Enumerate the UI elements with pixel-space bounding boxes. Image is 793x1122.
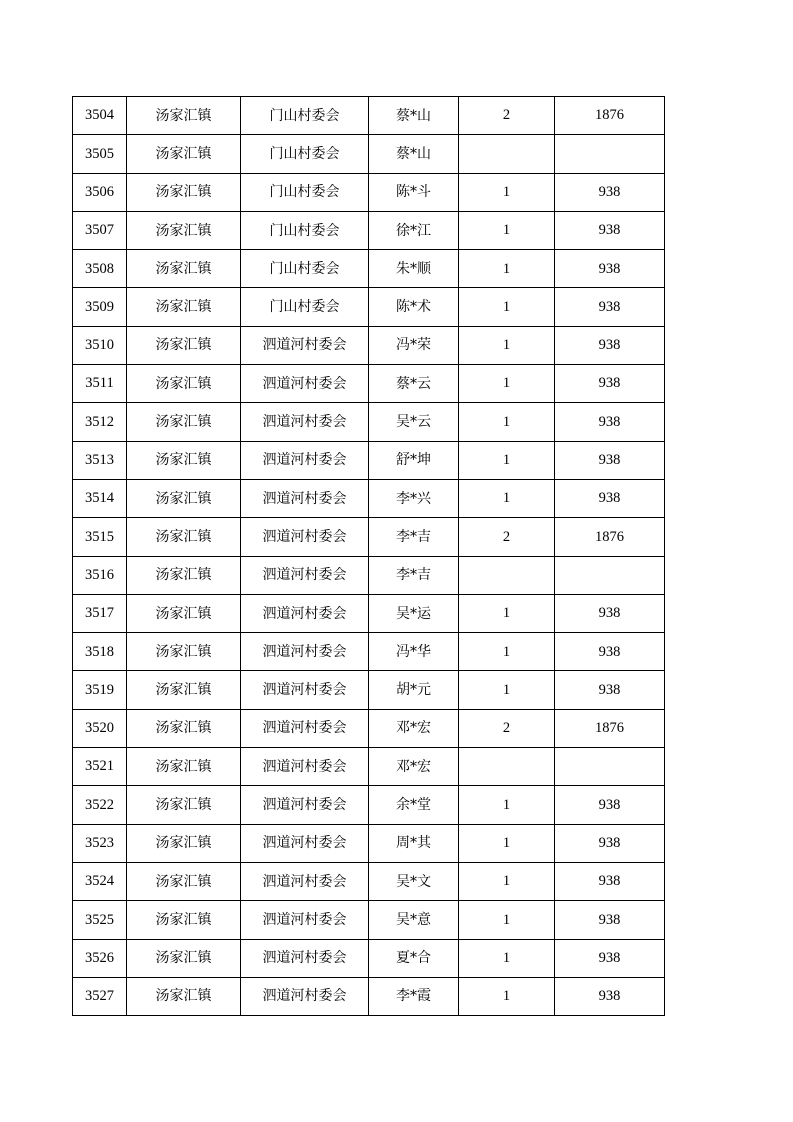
- table-row: [73, 977, 665, 1015]
- amount-cell: 938: [555, 250, 665, 288]
- table-row: [73, 824, 665, 862]
- amount-cell: 938: [555, 326, 665, 364]
- count-cell: 1: [459, 862, 555, 900]
- person-name-cell: 吴*运: [369, 594, 459, 632]
- person-name-cell: 邓*宏: [369, 748, 459, 786]
- town-cell: 汤家汇镇: [127, 939, 241, 977]
- count-cell: 2: [459, 709, 555, 747]
- table-row: [73, 288, 665, 326]
- count-cell: 1: [459, 288, 555, 326]
- row-number-cell: 3507: [73, 211, 127, 249]
- count-cell: [459, 748, 555, 786]
- town-cell: 汤家汇镇: [127, 365, 241, 403]
- row-number-cell: 3514: [73, 479, 127, 517]
- table-row: [73, 441, 665, 479]
- amount-cell: 938: [555, 479, 665, 517]
- amount-cell: 938: [555, 786, 665, 824]
- village-committee-cell: 泗道河村委会: [241, 748, 369, 786]
- count-cell: 1: [459, 211, 555, 249]
- person-name-cell: 蔡*山: [369, 97, 459, 135]
- table-row: [73, 748, 665, 786]
- person-name-cell: 余*堂: [369, 786, 459, 824]
- person-name-cell: 李*吉: [369, 556, 459, 594]
- row-number-cell: 3516: [73, 556, 127, 594]
- village-committee-cell: 门山村委会: [241, 288, 369, 326]
- village-committee-cell: 泗道河村委会: [241, 671, 369, 709]
- row-number-cell: 3517: [73, 594, 127, 632]
- town-cell: 汤家汇镇: [127, 977, 241, 1015]
- row-number-cell: 3511: [73, 365, 127, 403]
- amount-cell: 938: [555, 211, 665, 249]
- person-name-cell: 夏*合: [369, 939, 459, 977]
- row-number-cell: 3520: [73, 709, 127, 747]
- row-number-cell: 3504: [73, 97, 127, 135]
- person-name-cell: 吴*云: [369, 403, 459, 441]
- person-name-cell: 蔡*山: [369, 135, 459, 173]
- table-row: [73, 862, 665, 900]
- table-row: [73, 518, 665, 556]
- count-cell: 2: [459, 97, 555, 135]
- count-cell: 1: [459, 594, 555, 632]
- row-number-cell: 3506: [73, 173, 127, 211]
- amount-cell: 938: [555, 441, 665, 479]
- town-cell: 汤家汇镇: [127, 326, 241, 364]
- amount-cell: 938: [555, 288, 665, 326]
- row-number-cell: 3518: [73, 633, 127, 671]
- table-row: [73, 901, 665, 939]
- town-cell: 汤家汇镇: [127, 901, 241, 939]
- town-cell: 汤家汇镇: [127, 403, 241, 441]
- person-name-cell: 胡*元: [369, 671, 459, 709]
- amount-cell: 1876: [555, 97, 665, 135]
- amount-cell: 938: [555, 862, 665, 900]
- table-row: [73, 671, 665, 709]
- village-committee-cell: 门山村委会: [241, 211, 369, 249]
- amount-cell: [555, 556, 665, 594]
- amount-cell: 938: [555, 403, 665, 441]
- row-number-cell: 3515: [73, 518, 127, 556]
- table-row: [73, 939, 665, 977]
- person-name-cell: 吴*意: [369, 901, 459, 939]
- person-name-cell: 徐*江: [369, 211, 459, 249]
- village-committee-cell: 泗道河村委会: [241, 403, 369, 441]
- town-cell: 汤家汇镇: [127, 250, 241, 288]
- row-number-cell: 3526: [73, 939, 127, 977]
- table-row: [73, 709, 665, 747]
- amount-cell: 938: [555, 939, 665, 977]
- row-number-cell: 3512: [73, 403, 127, 441]
- count-cell: 1: [459, 250, 555, 288]
- village-committee-cell: 泗道河村委会: [241, 441, 369, 479]
- amount-cell: 938: [555, 901, 665, 939]
- village-committee-cell: 泗道河村委会: [241, 326, 369, 364]
- count-cell: 1: [459, 824, 555, 862]
- row-number-cell: 3524: [73, 862, 127, 900]
- town-cell: 汤家汇镇: [127, 594, 241, 632]
- count-cell: 1: [459, 479, 555, 517]
- person-name-cell: 朱*顺: [369, 250, 459, 288]
- amount-cell: 938: [555, 365, 665, 403]
- village-committee-cell: 泗道河村委会: [241, 901, 369, 939]
- person-name-cell: 冯*华: [369, 633, 459, 671]
- town-cell: 汤家汇镇: [127, 862, 241, 900]
- count-cell: 1: [459, 403, 555, 441]
- table-row: [73, 786, 665, 824]
- table-row: [73, 365, 665, 403]
- town-cell: 汤家汇镇: [127, 518, 241, 556]
- roster-table: [72, 96, 665, 1016]
- row-number-cell: 3519: [73, 671, 127, 709]
- row-number-cell: 3523: [73, 824, 127, 862]
- amount-cell: [555, 135, 665, 173]
- amount-cell: 938: [555, 671, 665, 709]
- amount-cell: 938: [555, 824, 665, 862]
- count-cell: 1: [459, 326, 555, 364]
- person-name-cell: 陈*斗: [369, 173, 459, 211]
- count-cell: [459, 135, 555, 173]
- amount-cell: 938: [555, 173, 665, 211]
- count-cell: 1: [459, 671, 555, 709]
- amount-cell: 1876: [555, 709, 665, 747]
- person-name-cell: 李*兴: [369, 479, 459, 517]
- row-number-cell: 3522: [73, 786, 127, 824]
- row-number-cell: 3505: [73, 135, 127, 173]
- count-cell: 1: [459, 441, 555, 479]
- count-cell: 1: [459, 901, 555, 939]
- village-committee-cell: 泗道河村委会: [241, 709, 369, 747]
- town-cell: 汤家汇镇: [127, 288, 241, 326]
- person-name-cell: 周*其: [369, 824, 459, 862]
- amount-cell: [555, 748, 665, 786]
- town-cell: 汤家汇镇: [127, 671, 241, 709]
- village-committee-cell: 泗道河村委会: [241, 786, 369, 824]
- table-row: [73, 633, 665, 671]
- row-number-cell: 3521: [73, 748, 127, 786]
- count-cell: 2: [459, 518, 555, 556]
- village-committee-cell: 泗道河村委会: [241, 365, 369, 403]
- town-cell: 汤家汇镇: [127, 441, 241, 479]
- count-cell: 1: [459, 365, 555, 403]
- table-row: [73, 97, 665, 135]
- table-row: [73, 326, 665, 364]
- village-committee-cell: 门山村委会: [241, 97, 369, 135]
- person-name-cell: 舒*坤: [369, 441, 459, 479]
- village-committee-cell: 泗道河村委会: [241, 633, 369, 671]
- village-committee-cell: 泗道河村委会: [241, 939, 369, 977]
- amount-cell: 1876: [555, 518, 665, 556]
- town-cell: 汤家汇镇: [127, 786, 241, 824]
- table-row: [73, 403, 665, 441]
- person-name-cell: 李*吉: [369, 518, 459, 556]
- row-number-cell: 3527: [73, 977, 127, 1015]
- person-name-cell: 吴*文: [369, 862, 459, 900]
- person-name-cell: 邓*宏: [369, 709, 459, 747]
- amount-cell: 938: [555, 594, 665, 632]
- village-committee-cell: 门山村委会: [241, 135, 369, 173]
- row-number-cell: 3509: [73, 288, 127, 326]
- row-number-cell: 3508: [73, 250, 127, 288]
- village-committee-cell: 泗道河村委会: [241, 594, 369, 632]
- village-committee-cell: 泗道河村委会: [241, 479, 369, 517]
- row-number-cell: 3513: [73, 441, 127, 479]
- count-cell: 1: [459, 633, 555, 671]
- table-row: [73, 556, 665, 594]
- town-cell: 汤家汇镇: [127, 556, 241, 594]
- village-committee-cell: 门山村委会: [241, 250, 369, 288]
- town-cell: 汤家汇镇: [127, 211, 241, 249]
- count-cell: 1: [459, 786, 555, 824]
- town-cell: 汤家汇镇: [127, 709, 241, 747]
- village-committee-cell: 门山村委会: [241, 173, 369, 211]
- count-cell: 1: [459, 977, 555, 1015]
- person-name-cell: 蔡*云: [369, 365, 459, 403]
- person-name-cell: 冯*荣: [369, 326, 459, 364]
- table-row: [73, 250, 665, 288]
- village-committee-cell: 泗道河村委会: [241, 824, 369, 862]
- town-cell: 汤家汇镇: [127, 748, 241, 786]
- table-row: [73, 594, 665, 632]
- village-committee-cell: 泗道河村委会: [241, 556, 369, 594]
- table-row: [73, 479, 665, 517]
- roster-table-body: [73, 97, 665, 1016]
- town-cell: 汤家汇镇: [127, 97, 241, 135]
- table-row: [73, 173, 665, 211]
- row-number-cell: 3510: [73, 326, 127, 364]
- count-cell: 1: [459, 939, 555, 977]
- town-cell: 汤家汇镇: [127, 633, 241, 671]
- town-cell: 汤家汇镇: [127, 824, 241, 862]
- village-committee-cell: 泗道河村委会: [241, 862, 369, 900]
- amount-cell: 938: [555, 977, 665, 1015]
- town-cell: 汤家汇镇: [127, 173, 241, 211]
- count-cell: 1: [459, 173, 555, 211]
- village-committee-cell: 泗道河村委会: [241, 518, 369, 556]
- village-committee-cell: 泗道河村委会: [241, 977, 369, 1015]
- table-row: [73, 211, 665, 249]
- town-cell: 汤家汇镇: [127, 135, 241, 173]
- count-cell: [459, 556, 555, 594]
- person-name-cell: 李*霞: [369, 977, 459, 1015]
- table-row: [73, 135, 665, 173]
- person-name-cell: 陈*术: [369, 288, 459, 326]
- amount-cell: 938: [555, 633, 665, 671]
- town-cell: 汤家汇镇: [127, 479, 241, 517]
- row-number-cell: 3525: [73, 901, 127, 939]
